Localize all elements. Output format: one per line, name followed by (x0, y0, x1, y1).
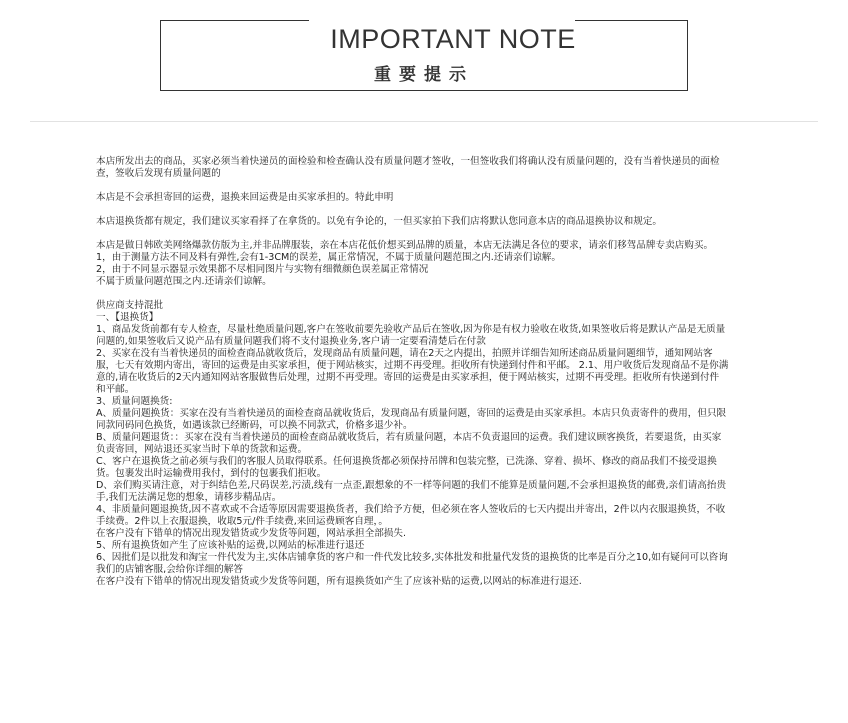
notice-line: 本店是做日韩欧美网络爆款仿版为主,并非品牌服装，亲在本店花低价想买到品牌的质量，本店无法满足各位的要求，请亲们移驾品牌专卖店购买。 (96, 240, 714, 251)
notice-line: 4、非质量问题退换货,因不喜欢或不合适等原因需要退换货者，我们给予方便，但必须在客人签收后的七天内提出并寄出，2件以内衣服退换货，不收 (96, 504, 726, 515)
notice-line: 本店所发出去的商品，买家必须当着快递员的面检验和检查确认没有质量问题才签收，一但签收我们将确认没有质量问题的，没有当着快递员的面检 (96, 156, 720, 167)
notice-line: 我们的店铺客服,会给你详细的解答 (96, 564, 243, 575)
blank-line (96, 288, 786, 300)
notice-line: 1、商品发货前都有专人检查，尽量杜绝质量问题,客户在签收前要先验收产品后在签收,因为你是有权力验收在收货,如果签收后将是默认产品是无质量 (96, 324, 726, 335)
notice-line: 5、所有退换货如产生了应该补贴的运费,以网站的标准进行退还 (96, 540, 365, 551)
notice-line: 在客户没有下错单的情况出现发错货或少发货等问题，网站承担全部损失. (96, 528, 407, 539)
notice-line: 一、【退换货】 (96, 312, 159, 323)
notice-line: 手,我们无法满足您的想象，请移步精品店。 (96, 492, 282, 503)
notice-line: B、质量问题退货：：买家在没有当着快递员的面检查商品就收货后，若有质量问题，本店不负责退回的运费。我们建议顾客换货，若要退货，由买家 (96, 432, 722, 443)
title-chinese: 重要提示 (374, 65, 474, 85)
title-frame (160, 20, 688, 91)
title-frame-top-line-left (161, 20, 309, 21)
notice-line: 本店是不会承担寄回的运费，退换来回运费是由买家承担的。特此申明 (96, 192, 394, 203)
notice-line: 手续费。2件以上衣服退换，收取5元/件手续费,来回运费顾客自理，。 (96, 516, 388, 527)
notice-line: 不属于质量问题范围之内.还请亲们谅解。 (96, 276, 272, 287)
notice-line: 供应商支持混批 (96, 300, 164, 311)
notice-line: 负责寄回，网站退还买家当时下单的货款和运费。 (96, 444, 308, 455)
notice-line: C、客户在退换货之前必须与我们的客服人员取得联系。任何退换货都必须保持吊牌和包装完整，已洗涤、穿着、损坏、修改的商品我们不接受退换 (96, 456, 717, 467)
divider (30, 121, 818, 122)
notice-line: 3、质量问题换货: (96, 396, 173, 407)
notice-line: A、质量问题换货：买家在没有当着快递员的面检查商品就收货后，发现商品有质量问题，寄回的运费是由买家承担。本店只负责寄件的费用，但只限 (96, 408, 727, 419)
notice-body (96, 156, 786, 588)
blank-line (96, 180, 786, 192)
notice-line: 同款同码同色换货，如遇该款已经断码，可以换不同款式，价格多退少补。 (96, 420, 413, 431)
blank-line (96, 204, 786, 216)
notice-line: 问题的,如果签收后又说产品有质量问题我们将不支付退换业务,客户请一定要看清楚后在付款 (96, 336, 486, 347)
notice-line: 和平邮。 (96, 384, 135, 395)
notice-line: 2，由于不同显示器显示效果都不尽相同图片与实物有细微颜色误差属正常情况 (96, 264, 429, 275)
blank-line (96, 228, 786, 240)
notice-line: 2、买家在没有当着快递员的面检查商品就收货后，发现商品有质量问题，请在2天之内提出，拍照并详细告知所述商品质量问题细节，通知网站客 (96, 348, 713, 359)
notice-line: 本店退换货都有规定，我们建议买家看择了在拿货的。以免有争论的，一但买家拍下我们店将默认您同意本店的商品退换协议和规定。 (96, 216, 663, 227)
notice-line: 在客户没有下错单的情况出现发错货或少发货等问题，所有退换货如产生了应该补贴的运费,以网站的标准进行退还. (96, 576, 582, 587)
title-english: IMPORTANT NOTE (330, 24, 576, 54)
title-frame-top-line-right (575, 20, 687, 21)
notice-line: 意的,请在收货后的2天内通知网站客服做售后处理，过期不再受理。寄回的运费是由买家承担，便于网站核实，过期不再受理。拒收所有快递到付件 (96, 372, 720, 383)
notice-line: 查，签收后发现有质量问题的 (96, 168, 221, 179)
notice-line: 货。包裹发出时运输费用我付，到付的包裹我们拒收。 (96, 468, 327, 479)
notice-line: 6、因批们是以批发和淘宝一件代发为主,实体店铺拿货的客户和一件代发比较多,实体批发和批量代发货的退换货的比率是百分之10,如有疑问可以咨询 (96, 552, 728, 563)
notice-line: 服，七天有效期内寄出，寄回的运费是由买家承担，便于网站核实，过期不再受理。拒收所有快递到付件和平邮。 2.1、用户收货后发现商品不是你满 (96, 360, 729, 371)
notice-line: D、亲们购买请注意，对于纠结色差,尺码误差,污渍,线有一点歪,跟想象的不一样等问题的我们不能算是质量问题,不会承担退换货的邮费,亲们请高抬贵 (96, 480, 727, 491)
notice-line: 1，由于测量方法不同及料有弹性,会有1-3CM的误差，属正常情况，不属于质量问题范围之内.还请亲们谅解。 (96, 252, 561, 263)
